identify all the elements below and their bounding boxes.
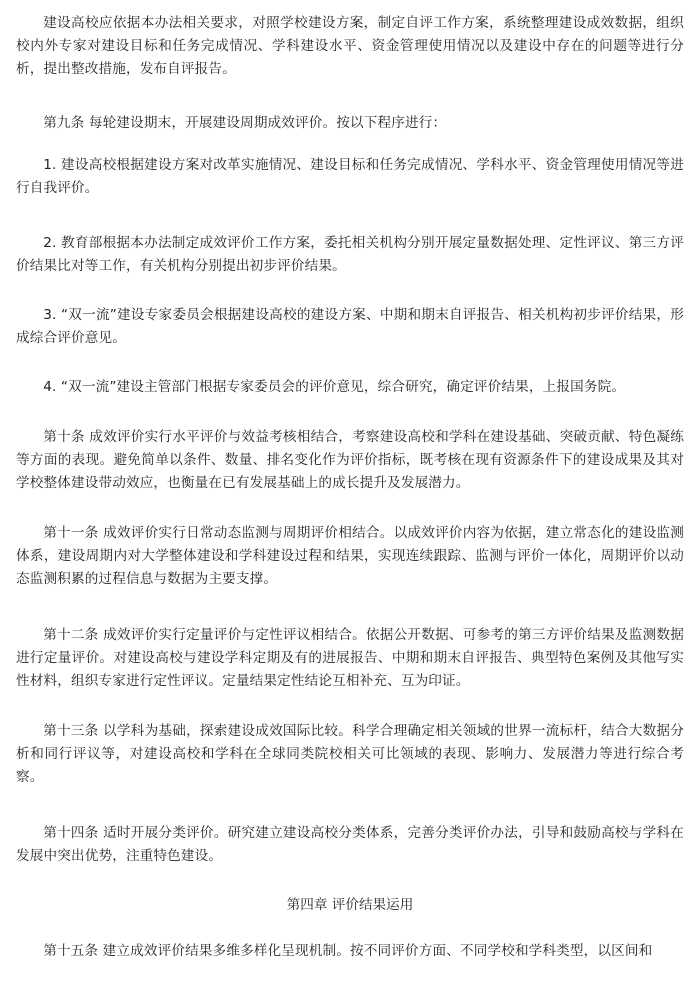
- paragraph-procedure-4: 4. “双一流”建设主管部门根据专家委员会的评价意见，综合研究，确定评价结果，上报国务院。: [43, 379, 626, 395]
- paragraph-article-10: 第十条 成效评价实行水平评价与效益考核相结合，考察建设高校和学科在建设基础、突破贡献、特色凝练等方面的表现。避免简单以条件、数量、排名变化作为评价指标，既考核在现有资源条件下的建设成果及其对学校整体建设带动效应，也衡量在已有发展基础上的成长提升及发展潜力。: [16, 429, 684, 491]
- paragraph-article-13: 第十三条 以学科为基础，探索建设成效国际比较。科学合理确定相关领域的世界一流标杆，结合大数据分析和同行评议等，对建设高校和学科在全球同类院校相关可比领域的表现、影响力、发展潜力等进行综合考察。: [16, 723, 684, 785]
- paragraph-procedure-1: 1. 建设高校根据建设方案对改革实施情况、建设目标和任务完成情况、学科水平、资金管理使用情况等进行自我评价。: [16, 157, 684, 196]
- paragraph-article-9: 第九条 每轮建设期末，开展建设周期成效评价。按以下程序进行：: [43, 115, 447, 131]
- paragraph-article-14: 第十四条 适时开展分类评价。研究建立建设高校分类体系，完善分类评价办法，引导和鼓励高校与学科在发展中突出优势，注重特色建设。: [16, 825, 684, 864]
- paragraph-article-11: 第十一条 成效评价实行日常动态监测与周期评价相结合。以成效评价内容为依据，建立常态化的建设监测体系，建设周期内对大学整体建设和学科建设过程和结果，实现连续跟踪、监测与评价一体化，周期评价以动态监测积累的过程信息与数据为主要支撑。: [16, 525, 684, 587]
- paragraph-article-12: 第十二条 成效评价实行定量评价与定性评议相结合。依据公开数据、可参考的第三方评价结果及监测数据进行定量评价。对建设高校与建设学科定期及有的进展报告、中期和期末自评报告、典型特色案例及其他写实性材料，组织专家进行定性评议。定量结果定性结论互相补充、互为印证。: [16, 627, 684, 689]
- paragraph-article-15: 第十五条 建立成效评价结果多维多样化呈现机制。按不同评价方面、不同学校和学科类型，以区间和: [43, 943, 653, 959]
- paragraph-self-evaluation-requirements: 建设高校应依据本办法相关要求，对照学校建设方案，制定自评工作方案，系统整理建设成效数据，组织校内外专家对建设目标和任务完成情况、学科建设水平、资金管理使用情况以及建设中存在的问题等进行分析，提出整改措施，发布自评报告。: [16, 15, 684, 77]
- paragraph-procedure-2: 2. 教育部根据本办法制定成效评价工作方案，委托相关机构分别开展定量数据处理、定性评议、第三方评价结果比对等工作，有关机构分别提出初步评价结果。: [16, 235, 684, 274]
- paragraph-procedure-3: 3. “双一流”建设专家委员会根据建设高校的建设方案、中期和期末自评报告、相关机构初步评价结果，形成综合评价意见。: [16, 307, 684, 346]
- chapter-heading: 第四章 评价结果运用: [286, 897, 414, 913]
